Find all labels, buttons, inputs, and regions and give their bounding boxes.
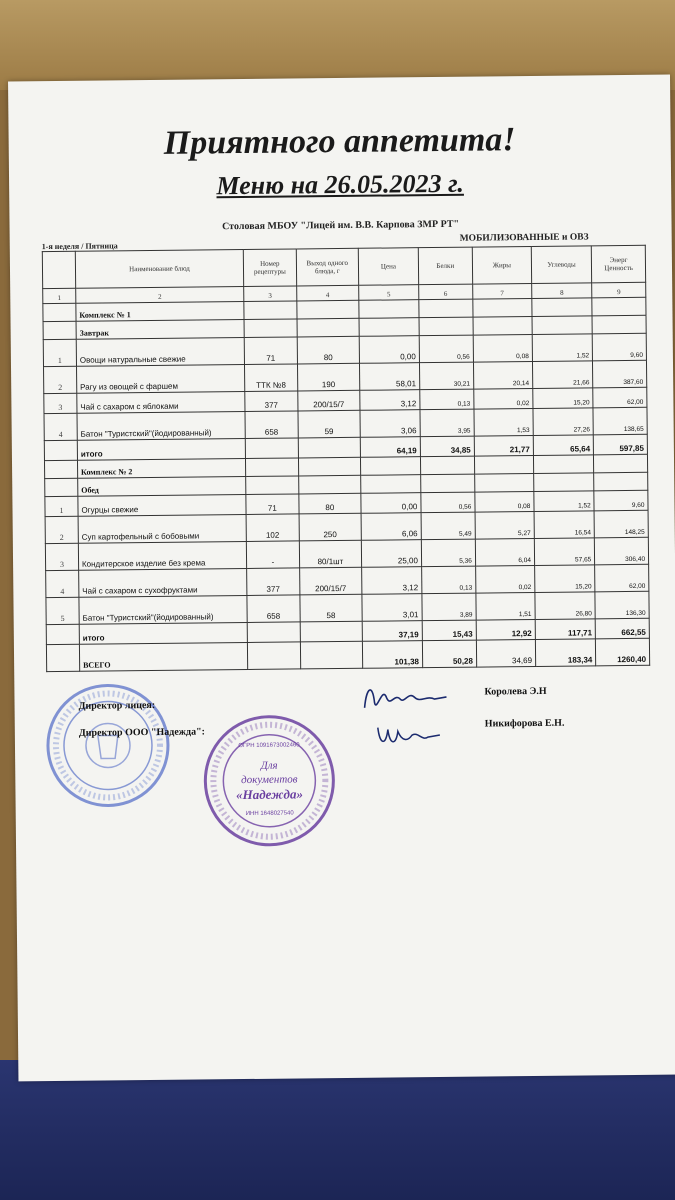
protein: 3,89 <box>422 593 476 621</box>
signatory-name-2: Никифорова Е.Н. <box>484 717 565 730</box>
energy: 9,60 <box>594 490 648 511</box>
company-round-stamp <box>199 710 340 851</box>
carbs: 16,54 <box>534 511 595 539</box>
fat: 5,27 <box>475 511 534 539</box>
complex-1-label: Комплекс № 1 <box>76 302 244 322</box>
recipe-number: 658 <box>247 595 300 623</box>
dish-name: Батон "Туристский"(йодированный) <box>77 412 245 441</box>
dish-name: Овощи натуральные свежие <box>76 338 244 367</box>
dish-name: Батон "Туристский"(йодированный) <box>79 595 247 624</box>
protein: 0,56 <box>419 335 473 363</box>
portion-output: 80/1шт <box>299 540 362 568</box>
dish-name: Огурцы свежие <box>78 494 246 516</box>
row-number: 1 <box>43 339 76 366</box>
signature-2 <box>370 717 450 752</box>
row-number: 4 <box>46 570 79 597</box>
price: 58,01 <box>360 363 420 391</box>
protein: 3,95 <box>420 409 474 437</box>
portion-output: 58 <box>300 594 363 622</box>
table-header-row <box>42 245 645 288</box>
energy: 387,60 <box>593 360 647 388</box>
portion-output: 250 <box>299 513 362 541</box>
recipe-number: 658 <box>245 411 298 439</box>
total-row-complex-1: итого 64,19 34,85 21,77 65,64 597,85 <box>44 434 647 460</box>
col-protein: Белки <box>418 247 472 285</box>
protein: 0,13 <box>421 566 475 594</box>
menu-sheet <box>8 75 675 1082</box>
carbs: 1,52 <box>534 491 595 512</box>
carbs: 21,66 <box>532 361 593 389</box>
recipe-number: 71 <box>244 337 297 365</box>
price: 0,00 <box>359 336 419 364</box>
price: 3,01 <box>362 594 422 622</box>
protein: 5,36 <box>421 539 475 567</box>
signatory-name-1: Королева Э.Н <box>484 685 547 698</box>
col-output: Выход одного блюда, г <box>296 248 359 286</box>
portion-output: 200/15/7 <box>297 390 360 411</box>
protein: 0,56 <box>421 492 475 513</box>
fat: 20,14 <box>473 361 532 389</box>
signature-1 <box>354 677 454 718</box>
page-title: Приятного аппетита! <box>163 121 516 162</box>
recipe-number: - <box>246 541 299 569</box>
grand-total-row: ВСЕГО 101,38 50,28 34,69 183,34 1260,40 <box>46 638 649 671</box>
energy: 148,25 <box>594 510 648 538</box>
breakfast-label: Завтрак <box>76 320 244 340</box>
energy: 138,65 <box>593 407 647 435</box>
dish-name: Чай с сахаром с сухофруктами <box>79 568 247 597</box>
carbs: 27,26 <box>533 408 594 436</box>
fat: 6,04 <box>475 538 534 566</box>
stamp-text-bottom: «Надежда» <box>235 786 303 803</box>
col-carbs: Углеводы <box>531 246 592 284</box>
col-energy: Энерг Ценность <box>592 245 646 283</box>
week-label: 1-я неделя / Пятница <box>41 241 118 252</box>
col-price: Цена <box>358 248 418 286</box>
price: 3,06 <box>360 410 420 438</box>
price: 25,00 <box>361 540 421 568</box>
col-recipe: Номер рецептуры <box>243 249 296 287</box>
stamp-inn: ИНН 1648027540 <box>245 810 294 818</box>
carbs: 1,52 <box>532 334 593 362</box>
price: 0,00 <box>361 493 421 514</box>
fat: 0,02 <box>475 565 534 593</box>
price: 3,12 <box>360 390 420 411</box>
dish-name: Кондитерское изделие без крема <box>78 541 246 570</box>
carbs: 15,20 <box>535 565 596 593</box>
recipe-number: 71 <box>246 494 299 515</box>
energy: 306,40 <box>595 537 649 565</box>
energy: 136,30 <box>595 591 649 619</box>
menu-table <box>42 245 650 672</box>
col-fat: Жиры <box>472 246 531 284</box>
portion-output: 200/15/7 <box>299 567 362 595</box>
director-company-label: Директор ООО "Надежда": <box>78 726 206 739</box>
portion-output: 80 <box>298 493 361 514</box>
row-number: 2 <box>44 366 77 393</box>
director-lyceum-label: Директор лицея: <box>78 699 156 712</box>
dish-name: Чай с сахаром с яблоками <box>77 392 245 414</box>
fat: 0,08 <box>473 334 532 362</box>
recipe-number: 377 <box>247 568 300 596</box>
row-number: 3 <box>45 543 78 570</box>
dish-name: Суп картофельный с бобовыми <box>78 514 246 543</box>
fat: 1,51 <box>476 592 535 620</box>
carbs: 57,65 <box>534 538 595 566</box>
row-number: 4 <box>44 413 77 440</box>
dish-name: Рагу из овощей с фаршем <box>76 365 244 394</box>
portion-output: 59 <box>298 410 361 438</box>
portion-output: 80 <box>297 336 360 364</box>
portion-output: 190 <box>297 363 360 391</box>
stamp-text-top: Для <box>260 759 278 772</box>
protein: 5,49 <box>421 512 475 540</box>
energy: 9,60 <box>592 333 646 361</box>
row-number: 2 <box>45 516 78 543</box>
fat: 0,08 <box>475 491 534 512</box>
column-number-row: 1 2 3 4 5 6 7 8 9 <box>43 282 646 303</box>
energy: 62,00 <box>595 564 649 592</box>
category-label: МОБИЛИЗОВАННЫЕ и ОВЗ <box>459 232 589 244</box>
carbs: 26,80 <box>535 592 596 620</box>
price: 3,12 <box>362 567 422 595</box>
complex-2-label: Комплекс № 2 <box>77 458 245 478</box>
protein: 0,13 <box>420 389 474 410</box>
fat: 0,02 <box>474 388 533 409</box>
price: 6,06 <box>361 513 421 541</box>
row-number: 5 <box>46 597 79 624</box>
stamp-ogrn: ОГРН 1091673002460 <box>238 742 300 750</box>
col-dish-name: Наименование блюд <box>75 250 244 289</box>
school-name: Столовая МБОУ "Лицей им. В.В. Карпова ЗМР РТ" <box>222 218 460 233</box>
carbs: 15,20 <box>533 388 594 409</box>
recipe-number: ТТК №8 <box>245 364 298 392</box>
lunch-label: Обед <box>78 476 246 496</box>
energy: 62,00 <box>593 387 647 408</box>
recipe-number: 377 <box>245 391 298 412</box>
row-number: 3 <box>44 393 77 413</box>
row-number: 1 <box>45 496 78 516</box>
protein: 30,21 <box>419 362 473 390</box>
stamp-text-mid: документов <box>241 773 298 787</box>
blue-cloth-background <box>0 1060 675 1200</box>
recipe-number: 102 <box>246 514 299 542</box>
menu-date-heading: Меню на 26.05.2023 г. <box>216 168 464 201</box>
total-row-complex-2: итого 37,19 15,43 12,92 117,71 662,55 <box>46 618 649 644</box>
fat: 1,53 <box>474 408 533 436</box>
